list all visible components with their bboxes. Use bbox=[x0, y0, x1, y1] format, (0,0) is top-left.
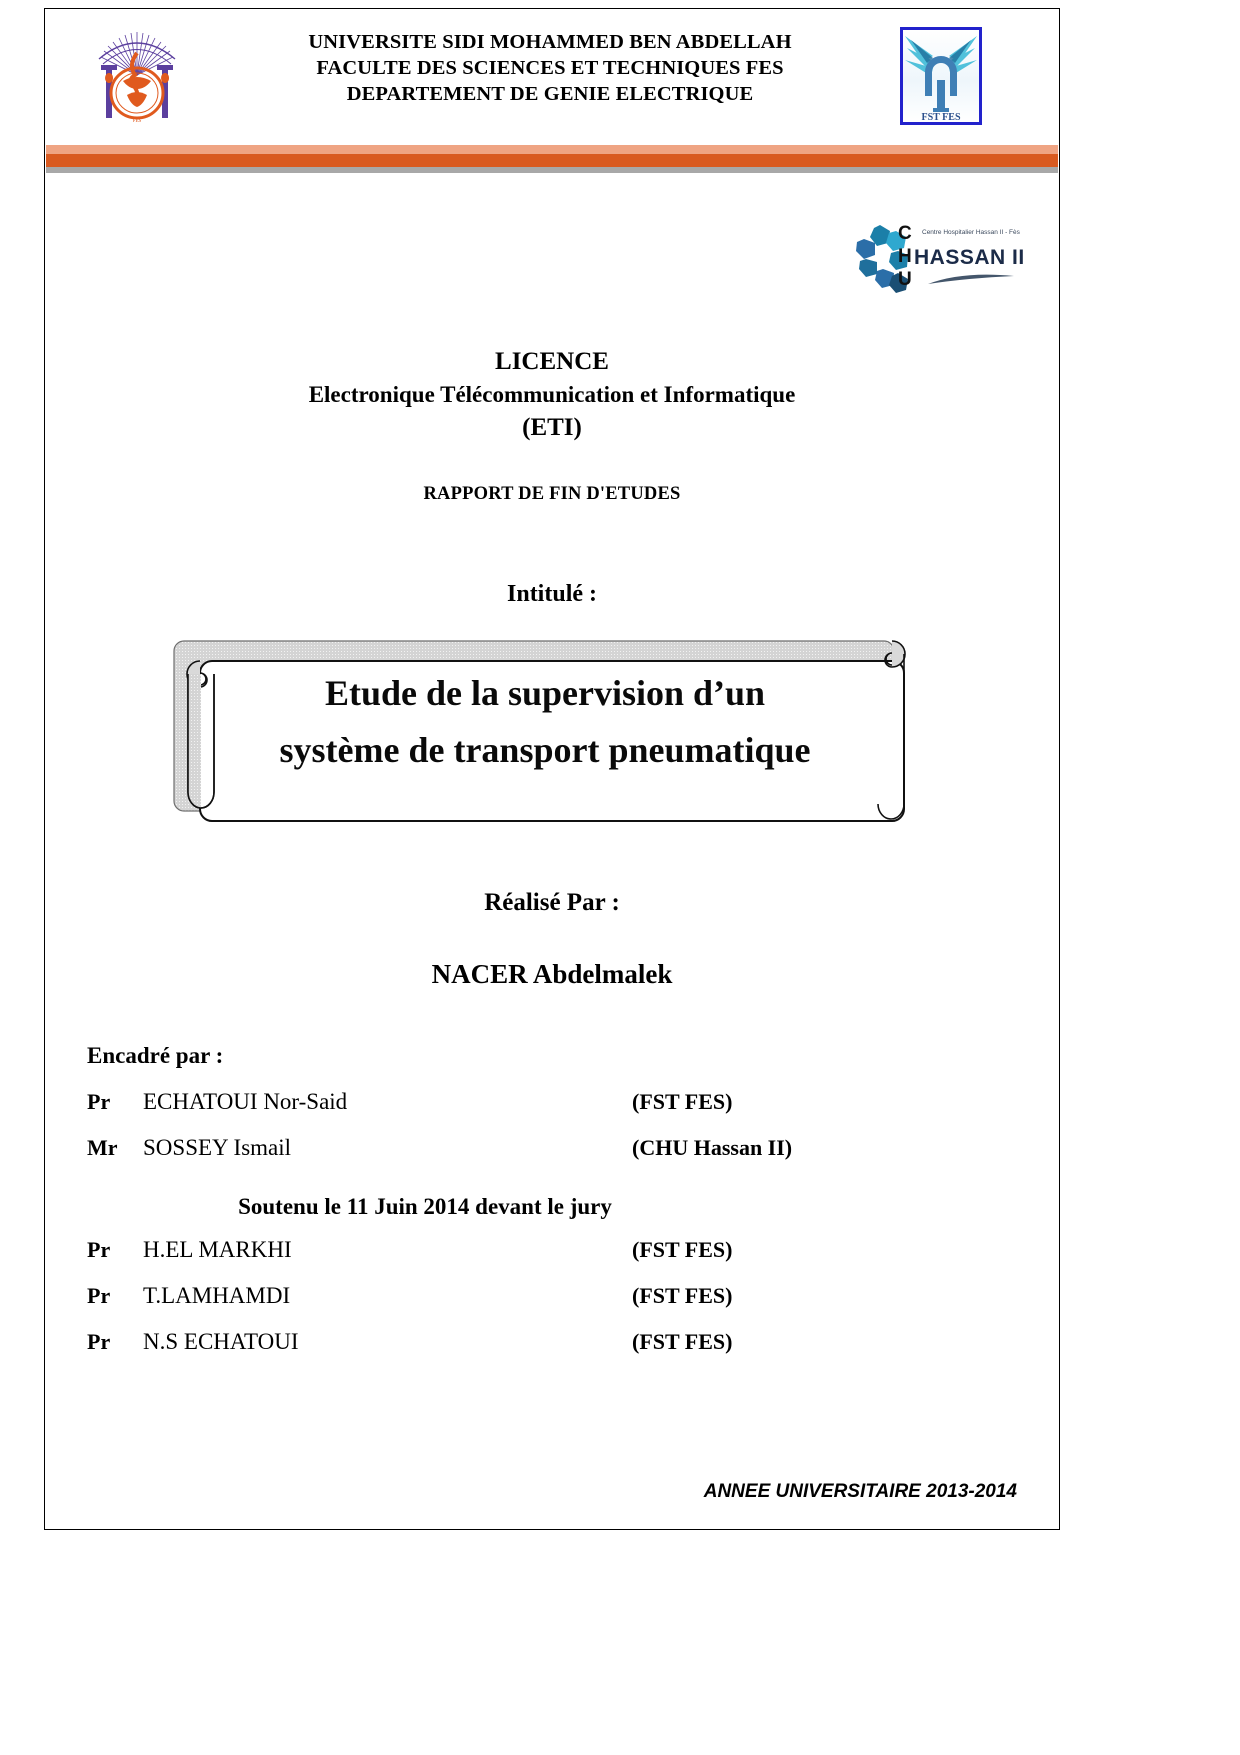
chu-letter-stack bbox=[898, 222, 912, 291]
author-name: NACER Abdelmalek bbox=[431, 959, 673, 989]
chu-hassan-ii-logo bbox=[850, 221, 1025, 293]
supervisor-affiliation: (FST FES) bbox=[632, 1089, 733, 1114]
author-label: Réalisé Par : bbox=[484, 889, 620, 916]
separator-bar-light bbox=[46, 145, 1058, 154]
jury-name: H.EL MARKHI bbox=[143, 1237, 292, 1262]
jury-affiliation: (FST FES) bbox=[632, 1329, 733, 1354]
supervisors-label: Encadré par : bbox=[87, 1043, 224, 1068]
header-separator-bars bbox=[45, 145, 1059, 173]
jury-affiliation: (FST FES) bbox=[632, 1283, 733, 1308]
report-type: RAPPORT DE FIN D'ETUDES bbox=[423, 484, 681, 504]
document-page bbox=[44, 8, 1060, 1530]
jury-list bbox=[87, 1237, 967, 1375]
intitule-label: Intitulé : bbox=[507, 581, 597, 607]
jury-name: T.LAMHAMDI bbox=[143, 1283, 291, 1308]
svg-text:FST FES: FST FES bbox=[921, 112, 961, 122]
faculty-name: FACULTE DES SCIENCES ET TECHNIQUES FES bbox=[316, 57, 784, 79]
diploma-block bbox=[45, 346, 1059, 445]
thesis-title-line1: Etude de la supervision d’un bbox=[324, 673, 766, 713]
jury-row bbox=[87, 1283, 967, 1329]
diploma-program: Electronique Télécommunication et Informatique bbox=[308, 382, 796, 407]
supervisor-name: ECHATOUI Nor-Said bbox=[143, 1089, 348, 1114]
supervisor-row bbox=[87, 1089, 967, 1135]
usmba-university-seal-icon bbox=[81, 23, 193, 133]
jury-title: Pr bbox=[87, 1329, 111, 1354]
separator-bar-dark bbox=[46, 154, 1058, 167]
jury-title: Pr bbox=[87, 1237, 111, 1262]
supervisor-title: Pr bbox=[87, 1089, 111, 1114]
document-header bbox=[45, 9, 1059, 139]
supervisor-name: SOSSEY Ismail bbox=[143, 1135, 292, 1160]
university-name: UNIVERSITE SIDI MOHAMMED BEN ABDELLAH bbox=[308, 31, 792, 53]
jury-affiliation: (FST FES) bbox=[632, 1237, 733, 1262]
supervisors-list bbox=[87, 1089, 967, 1181]
thesis-title-line2: système de transport pneumatique bbox=[279, 730, 811, 770]
jury-row bbox=[87, 1329, 967, 1375]
jury-row bbox=[87, 1237, 967, 1283]
supervisor-title: Mr bbox=[87, 1135, 118, 1160]
separator-bar-gray bbox=[46, 167, 1058, 173]
chu-letter-u: U bbox=[898, 269, 912, 290]
chu-letter-c: C bbox=[898, 223, 912, 244]
diploma-level: LICENCE bbox=[495, 348, 609, 375]
supervisor-affiliation: (CHU Hassan II) bbox=[632, 1135, 793, 1160]
academic-year-footer: ANNEE UNIVERSITAIRE 2013-2014 bbox=[703, 1481, 1017, 1502]
chu-hassan-name: HASSAN II bbox=[914, 246, 1025, 269]
jury-title: Pr bbox=[87, 1283, 111, 1308]
thesis-title bbox=[230, 665, 860, 779]
fst-fes-logo-icon bbox=[900, 27, 982, 125]
supervisor-row bbox=[87, 1135, 967, 1181]
chu-letter-h: H bbox=[898, 246, 912, 267]
diploma-acronym: (ETI) bbox=[522, 414, 582, 441]
title-scroll-banner bbox=[170, 627, 910, 837]
university-title-block bbox=[205, 29, 895, 107]
svg-text:FES: FES bbox=[132, 119, 142, 124]
department-name: DEPARTEMENT DE GENIE ELECTRIQUE bbox=[346, 83, 754, 105]
defense-line: Soutenu le 11 Juin 2014 devant le jury bbox=[238, 1194, 612, 1219]
chu-swoosh-icon bbox=[928, 273, 1014, 286]
chu-subtitle: Centre Hospitalier Hassan II - Fès bbox=[922, 229, 1020, 236]
jury-name: N.S ECHATOUI bbox=[143, 1329, 299, 1354]
